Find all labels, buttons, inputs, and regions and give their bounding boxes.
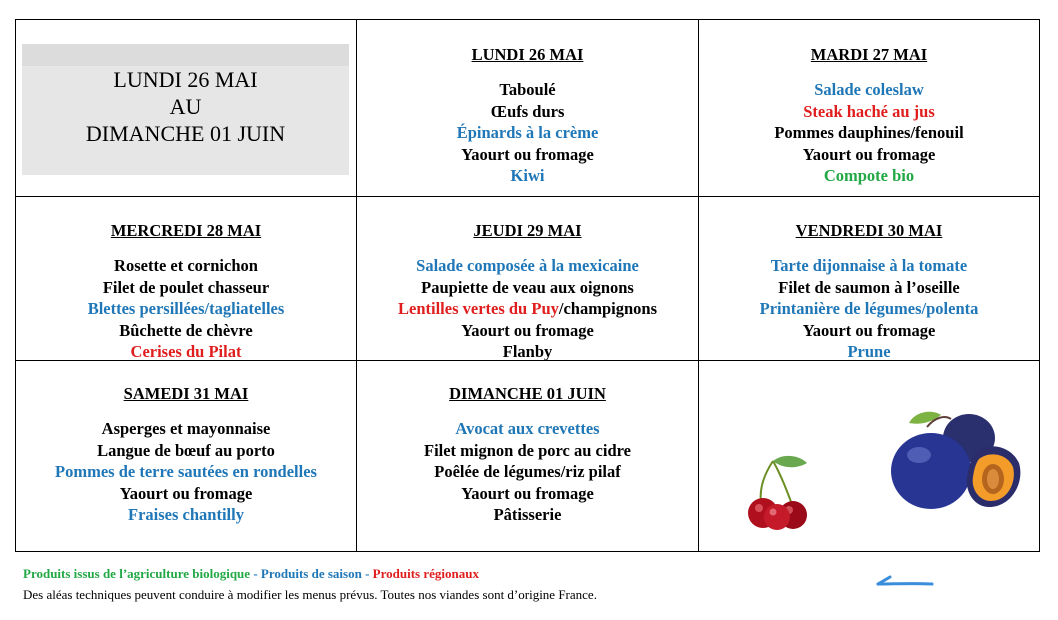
period-text [22, 66, 349, 147]
menu-item: Langue de bœuf au porto [97, 440, 275, 460]
menu-item: Steak haché au jus [803, 101, 935, 121]
menu-item: Yaourt ou fromage [461, 320, 594, 340]
menu-item: Paupiette de veau aux oignons [421, 277, 634, 297]
menu-item-part: Lentilles vertes du Puy [398, 299, 559, 318]
menu-table [15, 19, 1040, 552]
day-title: LUNDI 26 MAI [471, 45, 584, 64]
day-cell-mercredi [16, 221, 356, 363]
fruit-picture-cell [699, 361, 1039, 551]
period-box [22, 44, 349, 175]
menu-item: Salade coleslaw [814, 80, 924, 99]
period-cell [16, 20, 356, 196]
menu-item: Pâtisserie [493, 505, 562, 524]
legend-saison: Produits de saison [260, 566, 362, 581]
menu-item: Pommes de terre sautées en rondelles [55, 462, 317, 481]
legend-separator: - [250, 566, 261, 581]
menu-item: Yaourt ou fromage [461, 483, 594, 503]
menu-item [357, 298, 698, 320]
menu-item-part: /champignons [558, 299, 657, 318]
day-cell-dimanche [357, 384, 698, 526]
menu-item: Taboulé [499, 80, 556, 99]
disclaimer: Des aléas techniques peuvent conduire à modifier les menus prévus. Toutes nos viandes sont d’origine France. [23, 587, 597, 602]
menu-item: Poêlée de légumes/riz pilaf [434, 462, 621, 481]
menu-item: Asperges et mayonnaise [101, 419, 271, 438]
day-title: SAMEDI 31 MAI [123, 384, 249, 403]
menu-item: Tarte dijonnaise à la tomate [770, 256, 968, 275]
day-cell-jeudi [357, 221, 698, 363]
day-cell-mardi [699, 45, 1039, 187]
menu-item: Flanby [502, 342, 553, 361]
legend-regionaux: Produits régionaux [372, 566, 479, 581]
menu-item: Filet mignon de porc au cidre [423, 440, 631, 460]
day-title: MERCREDI 28 MAI [110, 221, 262, 240]
menu-item: Salade composée à la mexicaine [416, 256, 639, 275]
menu-item: Pommes dauphines/fenouil [774, 123, 964, 142]
legend-bio: Produits issus de l’agriculture biologique [23, 566, 251, 581]
day-title: DIMANCHE 01 JUIN [449, 384, 606, 403]
legend-separator: - [361, 566, 373, 581]
menu-item: Rosette et cornichon [114, 256, 258, 275]
menu-item: Filet de poulet chasseur [102, 277, 270, 297]
arrow-icon [876, 575, 934, 589]
menu-item: Yaourt ou fromage [802, 144, 936, 164]
menu-item: Avocat aux crevettes [455, 419, 600, 438]
menu-item: Kiwi [510, 166, 545, 185]
menu-item: Yaourt ou fromage [461, 144, 594, 164]
menu-item: Yaourt ou fromage [802, 320, 936, 340]
menu-item: Filet de saumon à l’oseille [778, 277, 960, 297]
day-cell-samedi [16, 384, 356, 526]
day-cell-vendredi [699, 221, 1039, 363]
day-title: JEUDI 29 MAI [473, 221, 582, 240]
period-end: DIMANCHE 01 JUIN [85, 121, 286, 146]
menu-item: Yaourt ou fromage [119, 483, 253, 503]
period-start: LUNDI 26 MAI [113, 67, 258, 92]
menu-item: Prune [847, 342, 891, 361]
menu-item: Épinards à la crème [456, 123, 599, 142]
menu-item: Œufs durs [490, 101, 565, 121]
menu-item: Bûchette de chèvre [119, 320, 253, 340]
legend [23, 566, 479, 582]
menu-item: Compote bio [823, 166, 915, 185]
row-divider [16, 196, 1039, 197]
menu-item: Cerises du Pilat [130, 342, 242, 361]
menu-item: Printanière de légumes/polenta [759, 299, 979, 318]
period-to: AU [169, 94, 202, 119]
plums-image [879, 403, 1029, 513]
menu-item: Fraises chantilly [128, 505, 244, 524]
day-cell-lundi [357, 45, 698, 187]
day-title: VENDREDI 30 MAI [795, 221, 943, 240]
cherries-image [743, 453, 823, 533]
menu-item: Blettes persillées/tagliatelles [87, 299, 285, 318]
day-title: MARDI 27 MAI [810, 45, 928, 64]
